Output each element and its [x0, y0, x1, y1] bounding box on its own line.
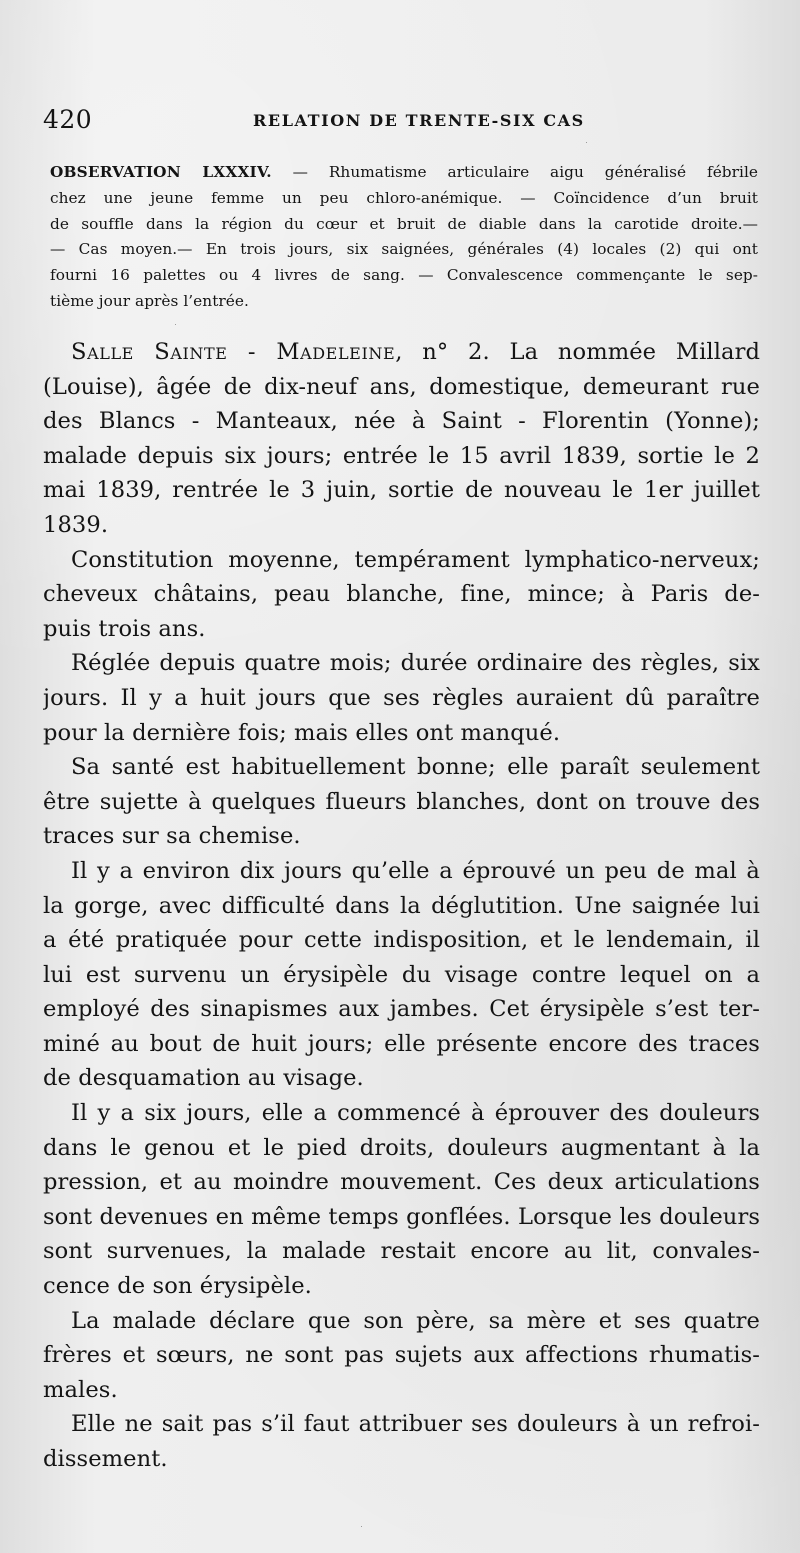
- paragraph-line: de desquamation au visage.: [43, 1065, 364, 1092]
- observation-label: OBSERVATION LXXXIV.: [50, 163, 272, 181]
- page-number: 420: [43, 105, 93, 134]
- paragraph-line: frères et sœurs, ne sont pas sujets aux affections rhumatis-: [43, 1342, 760, 1369]
- paragraph-line: mai 1839, rentrée le 3 juin, sortie de nouveau le 1er juillet: [43, 477, 760, 504]
- paragraph-line: pour la dernière fois; mais elles ont manqué.: [43, 719, 561, 746]
- paragraph-line: La malade déclare que son père, sa mère et ses quatre: [71, 1307, 760, 1334]
- paragraph-line: lui est survenu un érysipèle du visage contre lequel on a: [43, 961, 760, 988]
- paragraph-line: (Louise), âgée de dix-neuf ans, domestique, demeurant rue: [43, 373, 760, 400]
- paragraph-line: dissement.: [43, 1446, 168, 1472]
- summary-line-5: fourni 16 palettes ou 4 livres de sang. — Convalescence commençante le sep-: [50, 266, 758, 285]
- paragraph-line: a été pratiquée pour cette indisposition, et le lendemain, il: [43, 927, 760, 954]
- print-speck: [175, 324, 176, 325]
- ward-and-patient-line: [43, 335, 760, 370]
- paragraph-line: la gorge, avec difficulté dans la déglutition. Une saignée lui: [43, 892, 760, 919]
- paragraph-line: Constitution moyenne, tempérament lymphatico-nerveux;: [71, 546, 760, 573]
- paragraph-line: dans le genou et le pied droits, douleurs augmentant à la: [43, 1134, 760, 1161]
- paragraph-line: Il y a six jours, elle a commencé à éprouver des douleurs: [71, 1100, 760, 1127]
- summary-line-1: [50, 160, 758, 186]
- paragraph-line: jours. Il y a huit jours que ses règles auraient dû paraître: [43, 684, 760, 711]
- summary-text: — Rhumatisme articulaire aigu généralisé fébrile: [292, 163, 758, 181]
- paragraph-line: Réglée depuis quatre mois; durée ordinaire des règles, six: [71, 650, 760, 677]
- paragraph-line: Il y a environ dix jours qu’elle a éprouvé un peu de mal à: [71, 857, 760, 884]
- paragraph-line: males.: [43, 1376, 118, 1403]
- ward-name: Salle Sainte - Madeleine: [71, 339, 396, 365]
- paragraph-line: des Blancs - Manteaux, née à Saint - Florentin (Yonne);: [43, 408, 760, 435]
- page-header: [43, 106, 760, 138]
- paragraph-line: sont survenues, la malade restait encore au lit, convales-: [43, 1238, 760, 1265]
- summary-line-3: de souffle dans la région du cœur et bruit de diable dans la carotide droite.—: [50, 214, 758, 233]
- paragraph-line: employé des sinapismes aux jambes. Cet érysipèle s’est ter-: [43, 996, 760, 1023]
- paragraph-line: puis trois ans.: [43, 615, 206, 642]
- observation-summary: [50, 160, 758, 315]
- paragraph-line: Elle ne sait pas s’il faut attribuer ses douleurs à un refroi-: [71, 1411, 760, 1438]
- paragraph-line: sont devenues en même temps gonflées. Lorsque les douleurs: [43, 1203, 760, 1230]
- print-speck: [361, 1526, 362, 1527]
- print-speck: [586, 142, 587, 143]
- running-title: RELATION DE TRENTE-SIX CAS: [253, 111, 585, 130]
- paragraph-line: miné au bout de huit jours; elle présente encore des traces: [43, 1030, 760, 1057]
- paragraph-line: 1839.: [43, 511, 109, 538]
- paragraph-line: cence de son érysipèle.: [43, 1273, 312, 1300]
- summary-line-6: tième jour après l’entrée.: [50, 291, 249, 310]
- paragraph-line: Sa santé est habituellement bonne; elle paraît seulement: [71, 754, 760, 781]
- case-description: [43, 335, 760, 1477]
- paragraph-line: traces sur sa chemise.: [43, 823, 301, 850]
- paragraph-line: cheveux châtains, peau blanche, fine, mince; à Paris de-: [43, 581, 760, 608]
- paragraph-line: être sujette à quelques flueurs blanches, dont on trouve des: [43, 788, 760, 815]
- summary-line-4: — Cas moyen.— En trois jours, six saignées, générales (4) locales (2) qui ont: [50, 240, 758, 259]
- paragraph-line: malade depuis six jours; entrée le 15 avril 1839, sortie le 2: [43, 442, 760, 469]
- paragraph-line: pression, et au moindre mouvement. Ces deux articulations: [43, 1169, 760, 1196]
- summary-line-2: chez une jeune femme un peu chloro-anémique. — Coïncidence d’un bruit: [50, 188, 758, 207]
- patient-intro: , n° 2. La nommée Millard: [395, 339, 760, 365]
